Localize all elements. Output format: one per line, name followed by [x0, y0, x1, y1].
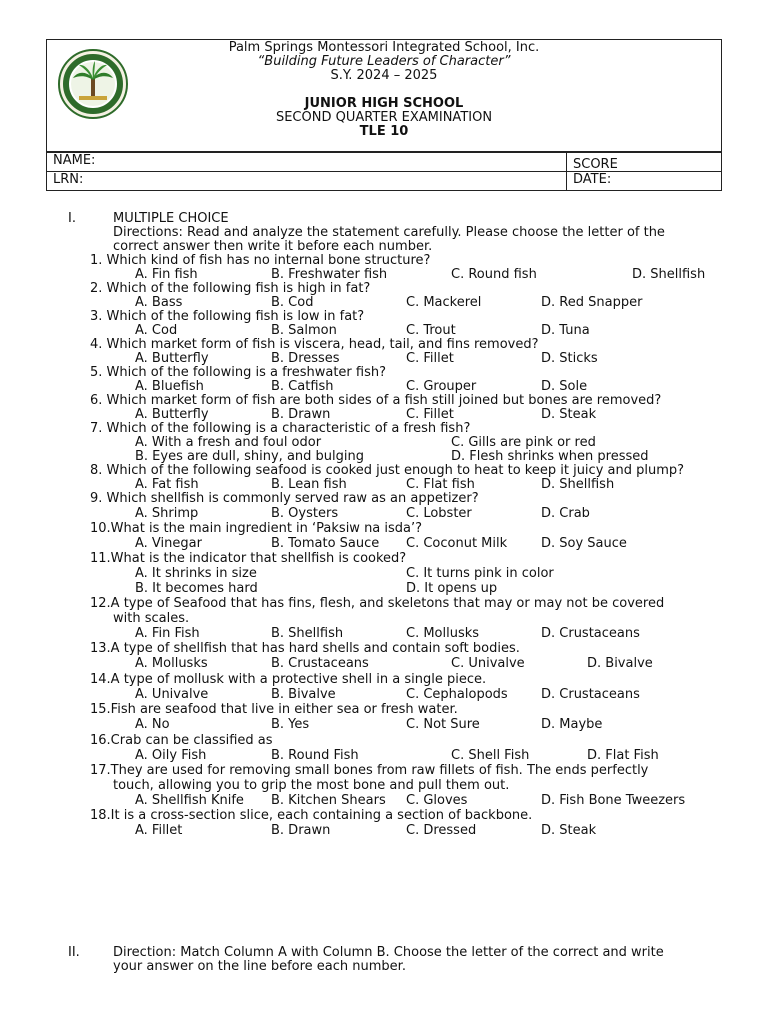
lrn-field[interactable]	[47, 172, 567, 191]
q12-option-b: B. Shellfish	[271, 626, 344, 641]
q14-option-a: A. Univalve	[135, 687, 209, 702]
name-field[interactable]	[47, 153, 567, 172]
q10-option-c: C. Coconut Milk	[406, 536, 508, 551]
exam-header	[46, 39, 722, 152]
score-label: SCORE	[573, 157, 618, 172]
q7-option-a: A. With a fresh and foul odor	[135, 435, 322, 450]
q14-option-d: D. Crustaceans	[541, 687, 640, 702]
q6-option-a: A. Butterfly	[135, 407, 209, 422]
q1-option-c: C. Round fish	[451, 267, 537, 282]
q12-option-d: D. Crustaceans	[541, 626, 640, 641]
q17-option-d: D. Fish Bone Tweezers	[541, 793, 686, 808]
q9-option-b: B. Oysters	[271, 506, 339, 521]
date-label: DATE:	[573, 172, 612, 187]
q15-option-c: C. Not Sure	[406, 717, 480, 732]
school-level: JUNIOR HIGH SCHOOL	[304, 96, 464, 111]
q5-option-d: D. Sole	[541, 379, 588, 394]
q18-option-d: D. Steak	[541, 823, 597, 838]
q11-option-b: B. It becomes hard	[135, 581, 258, 596]
q8-option-a: A. Fat fish	[135, 477, 199, 492]
part2-numeral: II.	[68, 945, 80, 960]
q16-option-c: C. Shell Fish	[451, 748, 530, 763]
q14-option-c: C. Cephalopods	[406, 687, 508, 702]
q7-option-c: C. Gills are pink or red	[451, 435, 596, 450]
q2-option-c: C. Mackerel	[406, 295, 482, 310]
q16-option-b: B. Round Fish	[271, 748, 359, 763]
q10-option-b: B. Tomato Sauce	[271, 536, 380, 551]
q4-option-d: D. Sticks	[541, 351, 598, 366]
q4-option-b: B. Dresses	[271, 351, 340, 366]
q3-option-d: D. Tuna	[541, 323, 590, 338]
q15-option-a: A. No	[135, 717, 170, 732]
question-12-cont: with scales.	[113, 611, 190, 626]
question-18: 18.It is a cross-section slice, each containing a section of backbone.	[90, 808, 533, 823]
q7-option-d: D. Flesh shrinks when pressed	[451, 449, 649, 464]
lrn-label: LRN:	[53, 172, 84, 187]
school-name: Palm Springs Montessori Integrated School, Inc.	[228, 40, 540, 55]
part1-directions-cont: correct answer then write it before each number.	[113, 239, 433, 254]
q2-option-b: B. Cod	[271, 295, 314, 310]
q11-option-c: C. It turns pink in color	[406, 566, 554, 581]
date-field[interactable]	[567, 172, 722, 191]
q2-option-d: D. Red Snapper	[541, 295, 643, 310]
name-label: NAME:	[53, 153, 96, 168]
question-3: 3. Which of the following fish is low in fat?	[90, 309, 365, 324]
q13-option-d: D. Bivalve	[587, 656, 653, 671]
question-2: 2. Which of the following fish is high in fat?	[90, 281, 371, 296]
q4-option-c: C. Fillet	[406, 351, 454, 366]
q17-option-c: C. Gloves	[406, 793, 468, 808]
part2-directions: Direction: Match Column A with Column B. Choose the letter of the correct and write	[113, 945, 664, 960]
question-12: 12.A type of Seafood that has fins, flesh, and skeletons that may or may not be covered	[90, 596, 665, 611]
part1-directions: Directions: Read and analyze the statement carefully. Please choose the letter of the	[113, 225, 665, 240]
q11-option-a: A. It shrinks in size	[135, 566, 257, 581]
q18-option-a: A. Fillet	[135, 823, 183, 838]
q1-option-b: B. Freshwater fish	[271, 267, 388, 282]
q10-option-a: A. Vinegar	[135, 536, 202, 551]
score-field[interactable]	[567, 153, 722, 172]
q11-option-d: D. It opens up	[406, 581, 498, 596]
q13-option-c: C. Univalve	[451, 656, 525, 671]
q2-option-a: A. Bass	[135, 295, 183, 310]
part1-numeral: I.	[68, 211, 76, 226]
q18-option-c: C. Dressed	[406, 823, 477, 838]
q10-option-d: D. Soy Sauce	[541, 536, 627, 551]
q16-option-a: A. Oily Fish	[135, 748, 207, 763]
question-8: 8. Which of the following seafood is cooked just enough to heat to keep it juicy and plump?	[90, 463, 685, 478]
part1-title: MULTIPLE CHOICE	[113, 211, 229, 226]
q6-option-c: C. Fillet	[406, 407, 454, 422]
q9-option-c: C. Lobster	[406, 506, 472, 521]
q5-option-b: B. Catfish	[271, 379, 334, 394]
question-10: 10.What is the main ingredient in ‘Paksiw na isda’?	[90, 521, 423, 536]
q5-option-a: A. Bluefish	[135, 379, 204, 394]
student-info-table	[46, 152, 722, 191]
question-1: 1. Which kind of fish has no internal bone structure?	[90, 253, 431, 268]
subject-title: TLE 10	[359, 124, 409, 139]
exam-title: SECOND QUARTER EXAMINATION	[275, 110, 493, 125]
question-4: 4. Which market form of fish is viscera, head, tail, and fins removed?	[90, 337, 539, 352]
q3-option-a: A. Cod	[135, 323, 178, 338]
part2-directions-cont: your answer on the line before each number.	[113, 959, 406, 974]
q3-option-c: C. Trout	[406, 323, 456, 338]
q6-option-b: B. Drawn	[271, 407, 331, 422]
q9-option-a: A. Shrimp	[135, 506, 199, 521]
q6-option-d: D. Steak	[541, 407, 597, 422]
question-7: 7. Which of the following is a characteristic of a fresh fish?	[90, 421, 471, 436]
q8-option-c: C. Flat fish	[406, 477, 475, 492]
question-5: 5. Which of the following is a freshwater fish?	[90, 365, 386, 380]
question-16: 16.Crab can be classified as	[90, 733, 273, 748]
q15-option-d: D. Maybe	[541, 717, 603, 732]
q3-option-b: B. Salmon	[271, 323, 337, 338]
question-14: 14.A type of mollusk with a protective shell in a single piece.	[90, 672, 487, 687]
q12-option-a: A. Fin Fish	[135, 626, 200, 641]
q16-option-d: D. Flat Fish	[587, 748, 659, 763]
q14-option-b: B. Bivalve	[271, 687, 336, 702]
q1-option-a: A. Fin fish	[135, 267, 198, 282]
question-9: 9. Which shellfish is commonly served raw as an appetizer?	[90, 491, 479, 506]
q4-option-a: A. Butterfly	[135, 351, 209, 366]
q18-option-b: B. Drawn	[271, 823, 331, 838]
q9-option-d: D. Crab	[541, 506, 590, 521]
question-17: 17.They are used for removing small bones from raw fillets of fish. The ends perfectly	[90, 763, 649, 778]
question-15: 15.Fish are seafood that live in either sea or fresh water.	[90, 702, 458, 717]
question-11: 11.What is the indicator that shellfish is cooked?	[90, 551, 407, 566]
q1-option-d: D. Shellfish	[632, 267, 706, 282]
question-13: 13.A type of shellfish that has hard shells and contain soft bodies.	[90, 641, 520, 656]
q13-option-a: A. Mollusks	[135, 656, 208, 671]
question-6: 6. Which market form of fish are both sides of a fish still joined but bones are removed?	[90, 393, 662, 408]
q12-option-c: C. Mollusks	[406, 626, 480, 641]
q5-option-c: C. Grouper	[406, 379, 477, 394]
school-year: S.Y. 2024 – 2025	[330, 68, 438, 83]
question-17-cont: touch, allowing you to grip the most bone and pull them out.	[113, 778, 510, 793]
q8-option-b: B. Lean fish	[271, 477, 347, 492]
q15-option-b: B. Yes	[271, 717, 310, 732]
school-motto: “Building Future Leaders of Character”	[257, 54, 511, 69]
q13-option-b: B. Crustaceans	[271, 656, 369, 671]
q17-option-a: A. Shellfish Knife	[135, 793, 244, 808]
q7-option-b: B. Eyes are dull, shiny, and bulging	[135, 449, 364, 464]
q8-option-d: D. Shellfish	[541, 477, 615, 492]
q17-option-b: B. Kitchen Shears	[271, 793, 386, 808]
